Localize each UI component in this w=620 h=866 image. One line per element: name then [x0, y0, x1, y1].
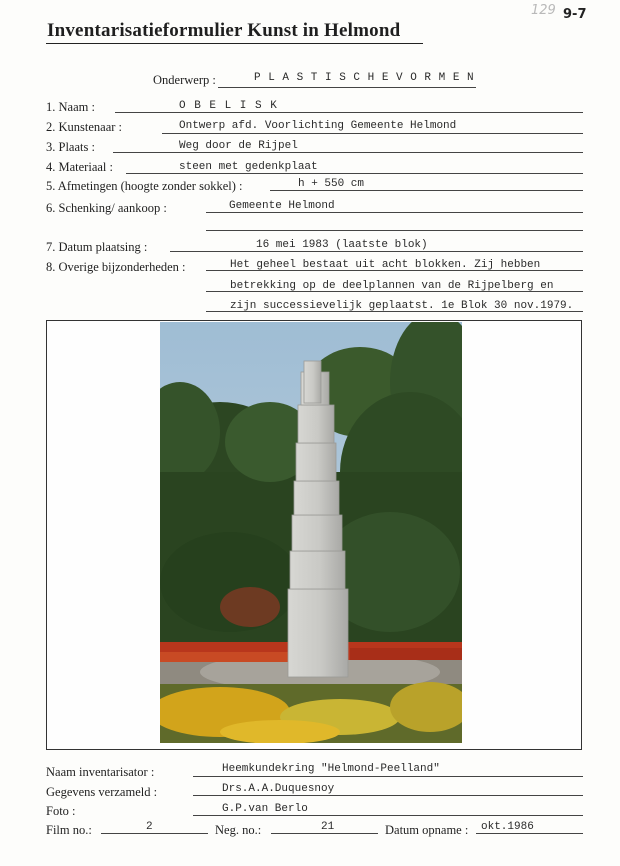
field-bijzonderheden-value-3: zijn successievelijk geplaatst. 1e Blok 30 nov.1979. [230, 300, 574, 312]
field-datum-line [170, 251, 583, 252]
neg-line [271, 833, 378, 834]
field-naam-label: 1. Naam : [46, 100, 95, 114]
subject-line [218, 87, 476, 88]
field-plaats-value: Weg door de Rijpel [179, 140, 298, 152]
field-afmetingen-line [270, 190, 583, 191]
field-naam-line [115, 112, 583, 113]
field-datum-value: 16 mei 1983 (laatste blok) [256, 239, 428, 251]
film-label: Film no.: [46, 823, 92, 837]
field-plaats-label: 3. Plaats : [46, 140, 95, 154]
field-afmetingen-value: h + 550 cm [298, 178, 365, 190]
field-afmetingen-label: 5. Afmetingen (hoogte zonder sokkel) : [46, 179, 243, 193]
field-schenking-line-2 [206, 230, 583, 231]
subject-value: P L A S T I S C H E V O R M E N [254, 72, 475, 84]
archive-ink-number: 9-7 [563, 7, 587, 22]
field-kunstenaar-label: 2. Kunstenaar : [46, 120, 123, 134]
neg-label: Neg. no.: [215, 823, 262, 837]
neg-value: 21 [321, 821, 335, 833]
archive-pencil-number: 129 [531, 3, 556, 18]
inventarisator-value: Heemkundekring "Helmond-Peelland" [222, 763, 440, 775]
gegevens-line [193, 795, 583, 796]
film-line [101, 833, 208, 834]
field-bijzonderheden-line-3 [206, 311, 583, 312]
title-underline [46, 43, 423, 44]
field-materiaal-value: steen met gedenkplaat [179, 161, 318, 173]
field-bijzonderheden-line-1 [206, 270, 583, 271]
field-materiaal-label: 4. Materiaal : [46, 160, 113, 174]
field-bijzonderheden-value-1: Het geheel bestaat uit acht blokken. Zij hebben [230, 259, 541, 271]
field-kunstenaar-line [162, 133, 583, 134]
field-bijzonderheden-value-2: betrekking op de deelplannen van de Rijpelberg en [230, 280, 554, 292]
foto-label: Foto : [46, 804, 76, 818]
obelisk-photo [160, 322, 462, 743]
datum-opname-label: Datum opname : [385, 823, 469, 837]
form-title: Inventarisatieformulier Kunst in Helmond [47, 20, 401, 41]
field-schenking-value: Gemeente Helmond [229, 200, 335, 212]
datum-opname-line [476, 833, 583, 834]
field-bijzonderheden-line-2 [206, 291, 583, 292]
subject-label: Onderwerp : [153, 73, 216, 87]
film-value: 2 [146, 821, 153, 833]
gegevens-label: Gegevens verzameld : [46, 785, 158, 799]
field-materiaal-line [126, 173, 583, 174]
field-datum-label: 7. Datum plaatsing : [46, 240, 148, 254]
field-kunstenaar-value: Ontwerp afd. Voorlichting Gemeente Helmond [179, 120, 457, 132]
inventarisator-line [193, 776, 583, 777]
inventarisator-label: Naam inventarisator : [46, 765, 155, 779]
foto-line [193, 815, 583, 816]
field-naam-value: O B E L I S K [179, 100, 278, 112]
field-schenking-label: 6. Schenking/ aankoop : [46, 201, 167, 215]
field-schenking-line [206, 212, 583, 213]
datum-opname-value: okt.1986 [481, 821, 534, 833]
foto-value: G.P.van Berlo [222, 803, 308, 815]
field-plaats-line [113, 152, 583, 153]
yellow-flower-bed [160, 682, 462, 743]
gegevens-value: Drs.A.A.Duquesnoy [222, 783, 335, 795]
field-bijzonderheden-label: 8. Overige bijzonderheden : [46, 260, 186, 274]
